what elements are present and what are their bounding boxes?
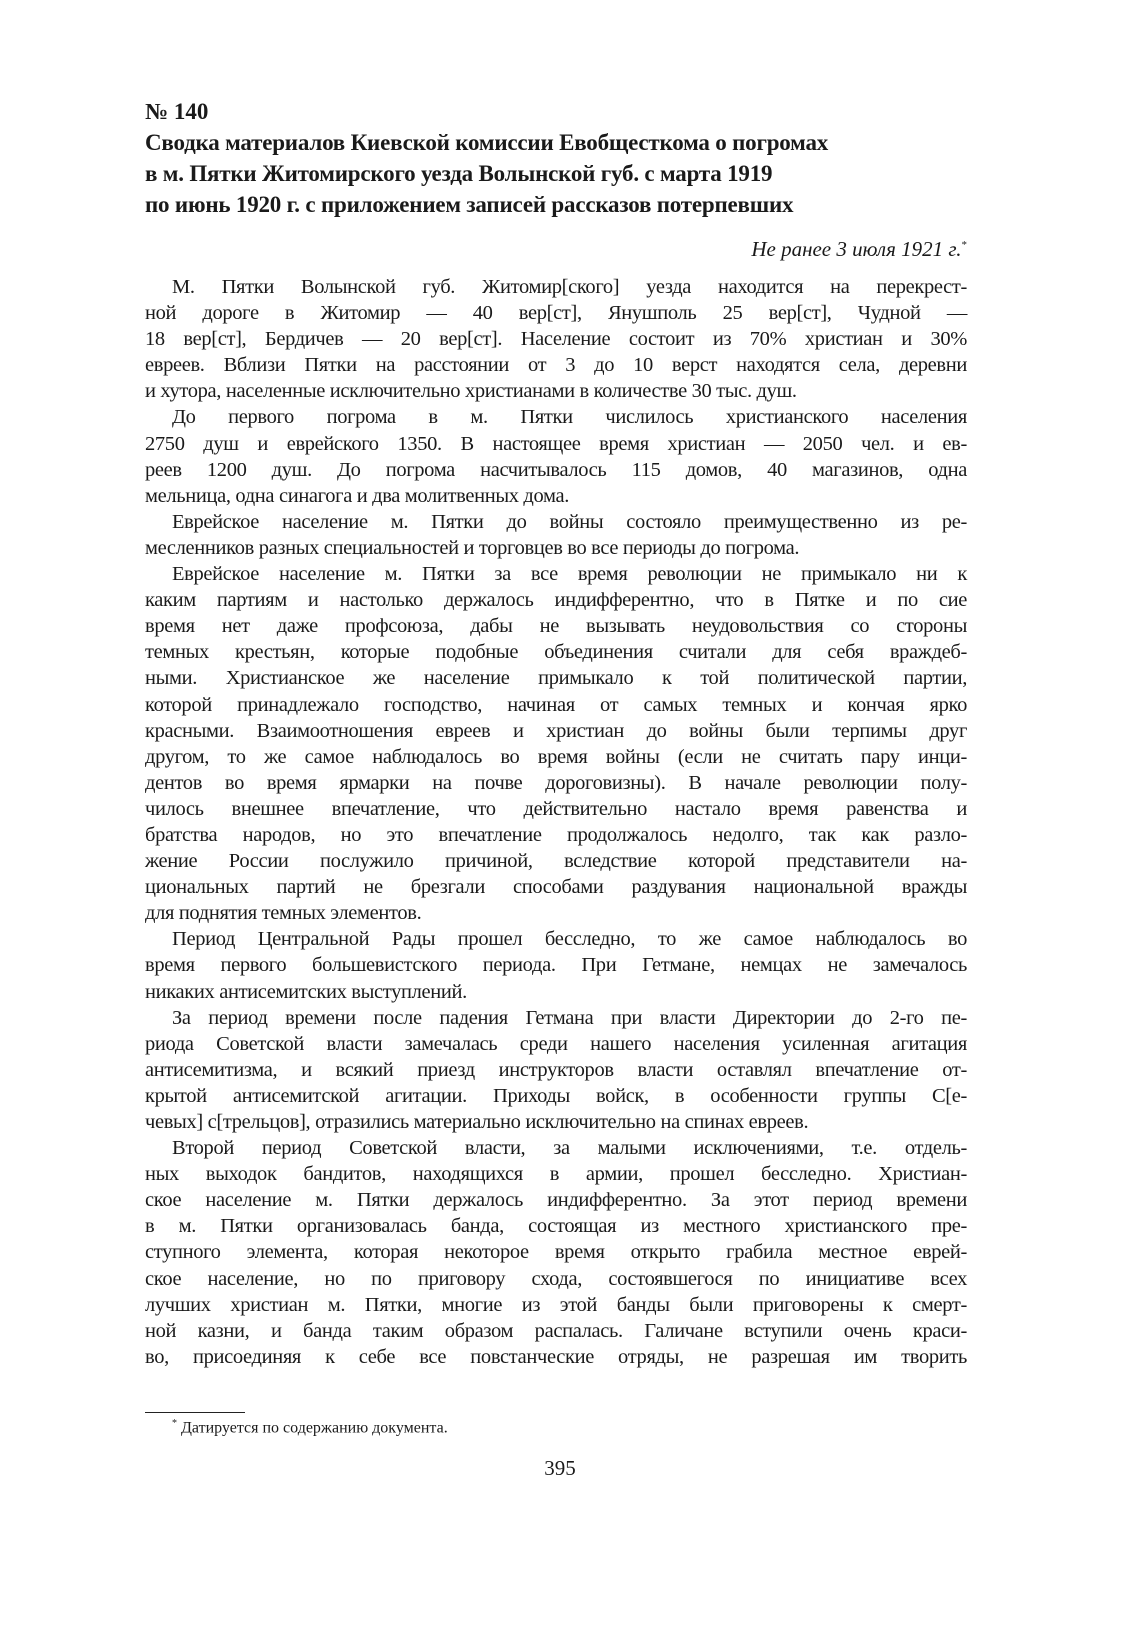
footnote bbox=[172, 1418, 448, 1437]
text-line: месленников разных специальностей и торговцев во все периоды до погрома. bbox=[145, 536, 800, 559]
text-line: в м. Пятки организовалась банда, состоящая из местного христианского пре- bbox=[145, 1215, 967, 1238]
text-line: ной дороге в Житомир — 40 вер[ст], Янушполь 25 вер[ст], Чудной — bbox=[145, 302, 967, 325]
text-line: 2750 душ и еврейского 1350. В настоящее время христиан — 2050 чел. и ев- bbox=[145, 432, 967, 455]
text-line: ское население, но по приговору схода, состоявшегося по инициативе всех bbox=[145, 1267, 967, 1290]
title-line: Сводка материалов Киевской комиссии Евобщесткома о погромах bbox=[145, 130, 829, 155]
text-line: 18 вер[ст], Бердичев — 20 вер[ст]. Население состоит из 70% христиан и 30% bbox=[145, 328, 967, 351]
text-line: мельница, одна синагога и два молитвенных дома. bbox=[145, 484, 570, 507]
text-line: Еврейское население м. Пятки до войны состояло преимущественно из ре- bbox=[172, 510, 967, 533]
text-line: во, присоединяя к себе все повстанческие отряды, не разрешая им творить bbox=[145, 1345, 967, 1368]
document-number: № 140 bbox=[145, 99, 209, 124]
document-page bbox=[145, 96, 967, 1370]
text-line: ных выходок бандитов, находящихся в армии, прошел бесследно. Христиан- bbox=[145, 1163, 967, 1186]
paragraph bbox=[145, 926, 967, 1004]
paragraph bbox=[145, 1135, 967, 1370]
page-number: 395 bbox=[544, 1456, 576, 1480]
footnote-mark: * bbox=[172, 1418, 177, 1429]
document-title bbox=[145, 127, 967, 220]
text-line: антисемитизма, и всякий приезд инструкторов власти оставлял впечатление от- bbox=[145, 1058, 967, 1081]
text-line: До первого погрома в м. Пятки числилось христианского населения bbox=[172, 406, 967, 429]
text-line: лучших христиан м. Пятки, многие из этой банды были приговорены к смерт- bbox=[145, 1293, 967, 1316]
footnote-text: Датируется по содержанию документа. bbox=[181, 1419, 448, 1437]
text-line: ступного элемента, которая некоторое время открыто грабила местное еврей- bbox=[145, 1241, 967, 1264]
text-line: чилось внешнее впечатление, что действительно настало время равенства и bbox=[145, 797, 967, 820]
text-line: ной казни, и банда таким образом распалась. Галичане вступили очень краси- bbox=[145, 1319, 967, 1342]
text-line: время первого большевистского периода. При Гетмане, немцах не замечалось bbox=[145, 954, 967, 977]
text-line: риода Советской власти замечалась среди нашего населения усиленная агитация bbox=[145, 1032, 967, 1055]
text-line: чевых] с[трельцов], отразились материально исключительно на спинах евреев. bbox=[145, 1111, 809, 1133]
text-line: другом, то же самое наблюдалось во время войны (если не считать пару инци- bbox=[145, 745, 967, 768]
document-body bbox=[145, 274, 967, 1370]
text-line: темных крестьян, которые подобные объединения считали для себя враждеб- bbox=[145, 641, 967, 664]
title-line: по июнь 1920 г. с приложением записей рассказов потерпевших bbox=[145, 192, 794, 217]
text-line: каким партиям и настолько держалось индифферентно, что в Пятке и по сие bbox=[145, 589, 967, 612]
paragraph bbox=[145, 509, 967, 561]
text-line: евреев. Вблизи Пятки на расстоянии от 3 до 10 верст находятся села, деревни bbox=[145, 354, 967, 377]
paragraph bbox=[145, 274, 967, 404]
text-line: и хутора, населенные исключительно христианами в количестве 30 тыс. душ. bbox=[145, 380, 797, 403]
document-date bbox=[145, 232, 967, 262]
footnote-divider bbox=[145, 1412, 245, 1413]
text-line: никаких антисемитских выступлений. bbox=[145, 980, 467, 1003]
text-line: Период Центральной Рады прошел бесследно, то же самое наблюдалось во bbox=[172, 928, 967, 951]
title-line: в м. Пятки Житомирского уезда Волынской губ. с марта 1919 bbox=[145, 161, 773, 186]
text-line: крытой антисемитской агитации. Приходы войск, в особенности группы С[е- bbox=[145, 1084, 967, 1107]
text-line: циональных партий не брезгали способами раздувания национальной вражды bbox=[145, 876, 967, 899]
date-text: Не ранее 3 июля 1921 г. bbox=[751, 237, 962, 261]
text-line: реев 1200 душ. До погрома насчитывалось 115 домов, 40 магазинов, одна bbox=[145, 458, 967, 481]
paragraph bbox=[145, 1005, 967, 1135]
text-line: ское население м. Пятки держалось индифферентно. За этот период времени bbox=[145, 1189, 967, 1212]
text-line: красными. Взаимоотношения евреев и христиан до войны были терпимы друг bbox=[145, 719, 967, 742]
text-line: М. Пятки Волынской губ. Житомир[ского] уезда находится на перекрест- bbox=[172, 276, 967, 298]
paragraph bbox=[145, 404, 967, 508]
text-line: ными. Христианское же население примыкало к той политической партии, bbox=[145, 667, 967, 690]
text-line: За период времени после падения Гетмана при власти Директории до 2-го пе- bbox=[172, 1006, 967, 1029]
footnote-ref: * bbox=[961, 239, 967, 251]
paragraph bbox=[145, 561, 967, 926]
text-line: время нет даже профсоюза, дабы не вызывать неудовольствия со стороны bbox=[145, 615, 967, 638]
text-line: братства народов, но это впечатление продолжалось недолго, так как разло- bbox=[145, 823, 967, 846]
text-line: Еврейское население м. Пятки за все время революции не примыкало ни к bbox=[172, 563, 967, 586]
text-line: для поднятия темных элементов. bbox=[145, 902, 422, 925]
text-line: которой принадлежало господство, начиная от самых темных и кончая ярко bbox=[145, 693, 967, 716]
text-line: Второй период Советской власти, за малыми исключениями, т.е. отдель- bbox=[172, 1137, 967, 1160]
text-line: дентов во время ярмарки на почве дороговизны). В начале революции полу- bbox=[145, 771, 967, 794]
text-line: жение России послужило причиной, вследствие которой представители на- bbox=[145, 850, 967, 873]
